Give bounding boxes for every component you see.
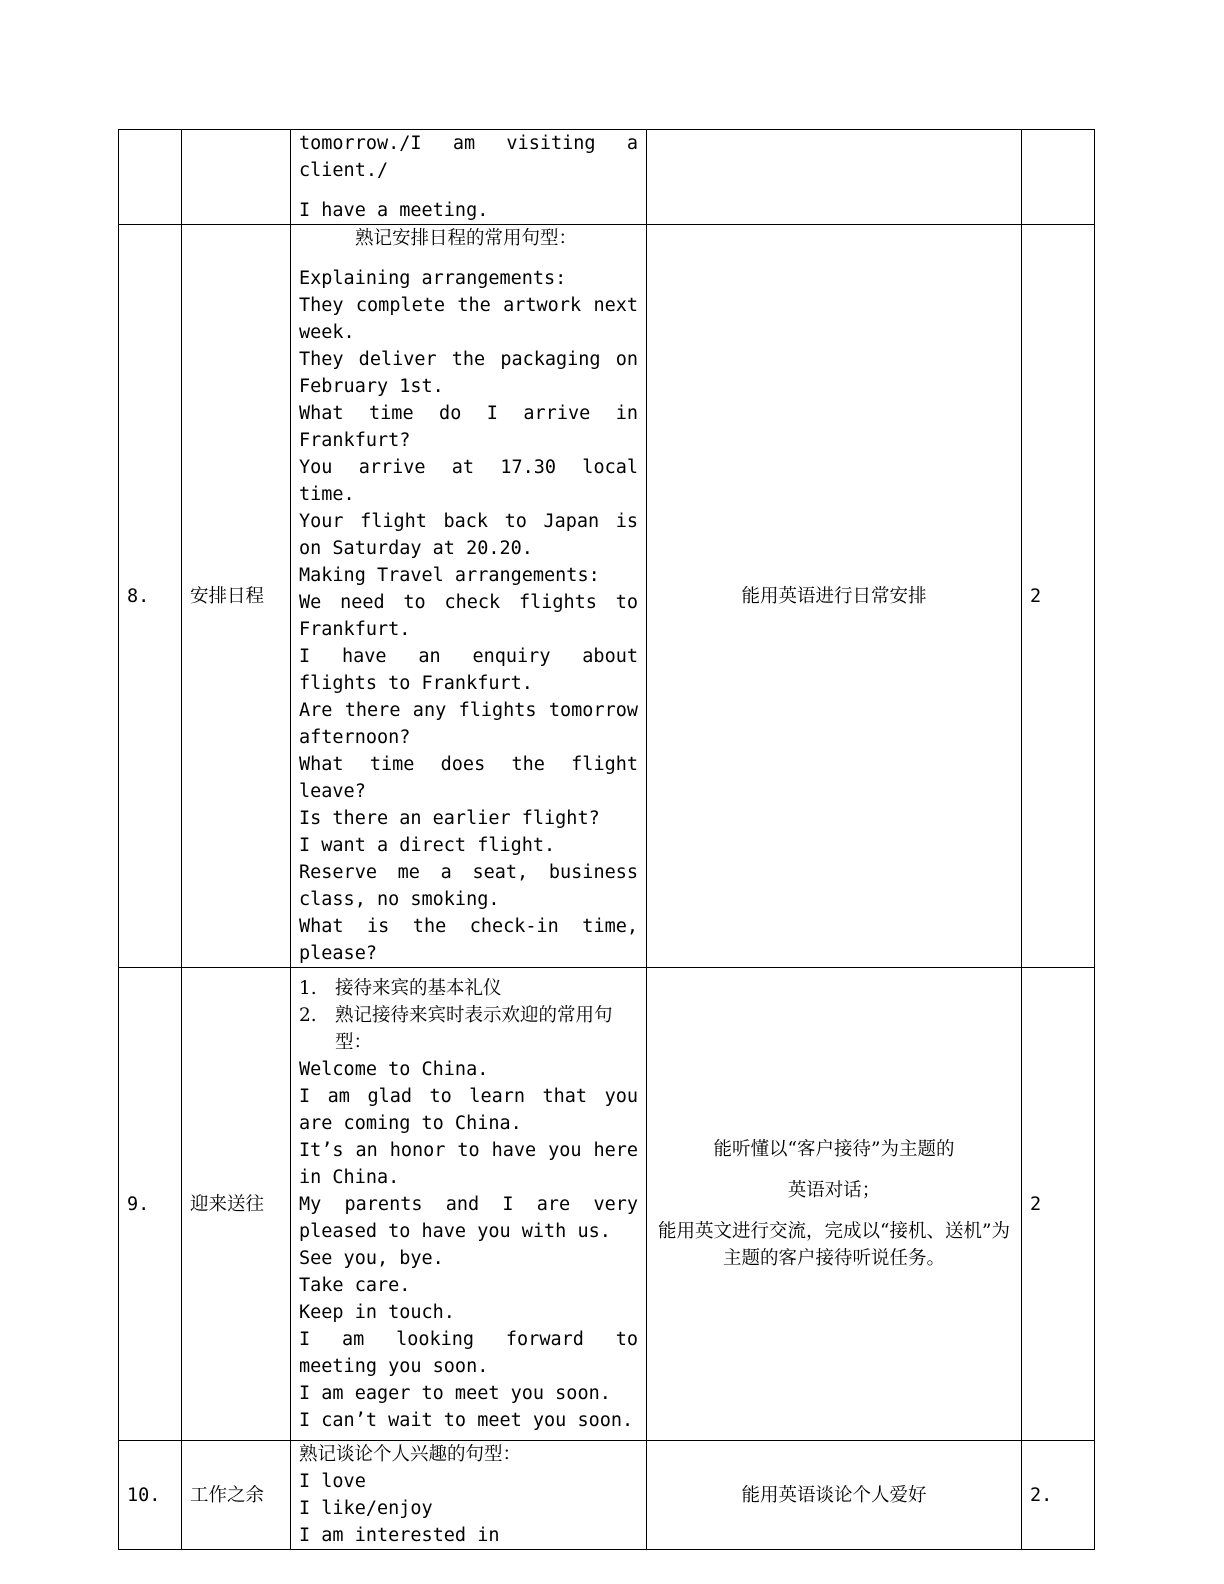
content-line: Your flight back to Japan is on Saturday at 20.20. bbox=[299, 511, 638, 559]
goal-line: 能用英文进行交流，完成以“接机、送机”为主题的客户接待听说任务。 bbox=[658, 1221, 1010, 1269]
lesson-goal-cell bbox=[647, 968, 1022, 1441]
content-line: tomorrow./I am visiting a client./ bbox=[299, 133, 638, 181]
lesson-hours-cell: 2 bbox=[1022, 225, 1095, 968]
lesson-number-cell: 8. bbox=[119, 225, 182, 968]
content-list-item: 1. 接待来宾的基本礼仪 bbox=[299, 977, 502, 999]
content-heading: 熟记谈论个人兴趣的句型： bbox=[299, 1444, 522, 1465]
content-line: It’s an honor to have you here in China. bbox=[299, 1139, 638, 1188]
content-line: I am glad to learn that you are coming to China. bbox=[299, 1085, 638, 1134]
content-line: Making Travel arrangements: bbox=[299, 565, 600, 586]
content-line: I have a meeting. bbox=[299, 200, 489, 221]
content-line: They complete the artwork next week. bbox=[299, 295, 638, 343]
lesson-hours-cell: 2 bbox=[1022, 968, 1095, 1441]
lesson-content-cell bbox=[291, 130, 647, 225]
content-line: Keep in touch. bbox=[299, 1301, 455, 1323]
course-schedule-table bbox=[118, 129, 1095, 1550]
content-line: I like/enjoy bbox=[299, 1498, 433, 1519]
content-line: I am eager to meet you soon. bbox=[299, 1382, 611, 1404]
goal-line: 能听懂以“客户接待”为主题的 bbox=[713, 1139, 955, 1160]
table-row bbox=[119, 225, 1095, 968]
content-line: I can’t wait to meet you soon. bbox=[299, 1409, 634, 1431]
lesson-topic-cell: 迎来送往 bbox=[182, 968, 291, 1441]
content-line: I want a direct flight. bbox=[299, 835, 556, 856]
table-row bbox=[119, 968, 1095, 1441]
lesson-goal-cell bbox=[647, 130, 1022, 225]
lesson-content-cell bbox=[291, 225, 647, 968]
lesson-content-cell bbox=[291, 1441, 647, 1550]
table-row bbox=[119, 1441, 1095, 1550]
lesson-number-cell: 10. bbox=[119, 1441, 182, 1550]
content-line: I love bbox=[299, 1471, 366, 1492]
content-line: They deliver the packaging on February 1st. bbox=[299, 349, 638, 397]
content-line: What time does the flight leave? bbox=[299, 754, 638, 802]
lesson-hours-cell bbox=[1022, 130, 1095, 225]
content-line: Is there an earlier flight? bbox=[299, 808, 600, 829]
content-line: You arrive at 17.30 local time. bbox=[299, 457, 638, 505]
goal-line: 能用英语进行日常安排 bbox=[741, 585, 927, 607]
content-line: See you, bye. bbox=[299, 1247, 444, 1269]
goal-line: 能用英语谈论个人爱好 bbox=[741, 1484, 927, 1506]
content-list-item: 2. 熟记接待来宾时表示欢迎的常用句型： bbox=[299, 1004, 613, 1053]
lesson-topic-cell bbox=[182, 130, 291, 225]
content-line: Reserve me a seat, business class, no smoking. bbox=[299, 862, 638, 910]
table-row bbox=[119, 130, 1095, 225]
lesson-content-cell bbox=[291, 968, 647, 1441]
lesson-hours-cell: 2. bbox=[1022, 1441, 1095, 1550]
content-line: Welcome to China. bbox=[299, 1058, 489, 1080]
lesson-number-cell bbox=[119, 130, 182, 225]
content-line: I have an enquiry about flights to Frankfurt. bbox=[299, 646, 638, 694]
lesson-topic-cell: 安排日程 bbox=[182, 225, 291, 968]
content-line: My parents and I are very pleased to have you with us. bbox=[299, 1193, 638, 1242]
content-line: I am interested in bbox=[299, 1525, 500, 1546]
lesson-number-cell: 9. bbox=[119, 968, 182, 1441]
content-line: Take care. bbox=[299, 1274, 411, 1296]
content-line: I am looking forward to meeting you soon. bbox=[299, 1328, 638, 1377]
content-heading: 熟记安排日程的常用句型： bbox=[355, 228, 578, 249]
content-line: Explaining arrangements: bbox=[299, 268, 567, 289]
lesson-goal-cell bbox=[647, 1441, 1022, 1550]
content-line: What is the check-in time, please? bbox=[299, 916, 638, 964]
goal-line: 英语对话； bbox=[787, 1180, 881, 1201]
lesson-topic-cell: 工作之余 bbox=[182, 1441, 291, 1550]
lesson-goal-cell bbox=[647, 225, 1022, 968]
content-line: Are there any flights tomorrow afternoon? bbox=[299, 700, 638, 748]
content-line: We need to check flights to Frankfurt. bbox=[299, 592, 638, 640]
content-line: What time do I arrive in Frankfurt? bbox=[299, 403, 638, 451]
